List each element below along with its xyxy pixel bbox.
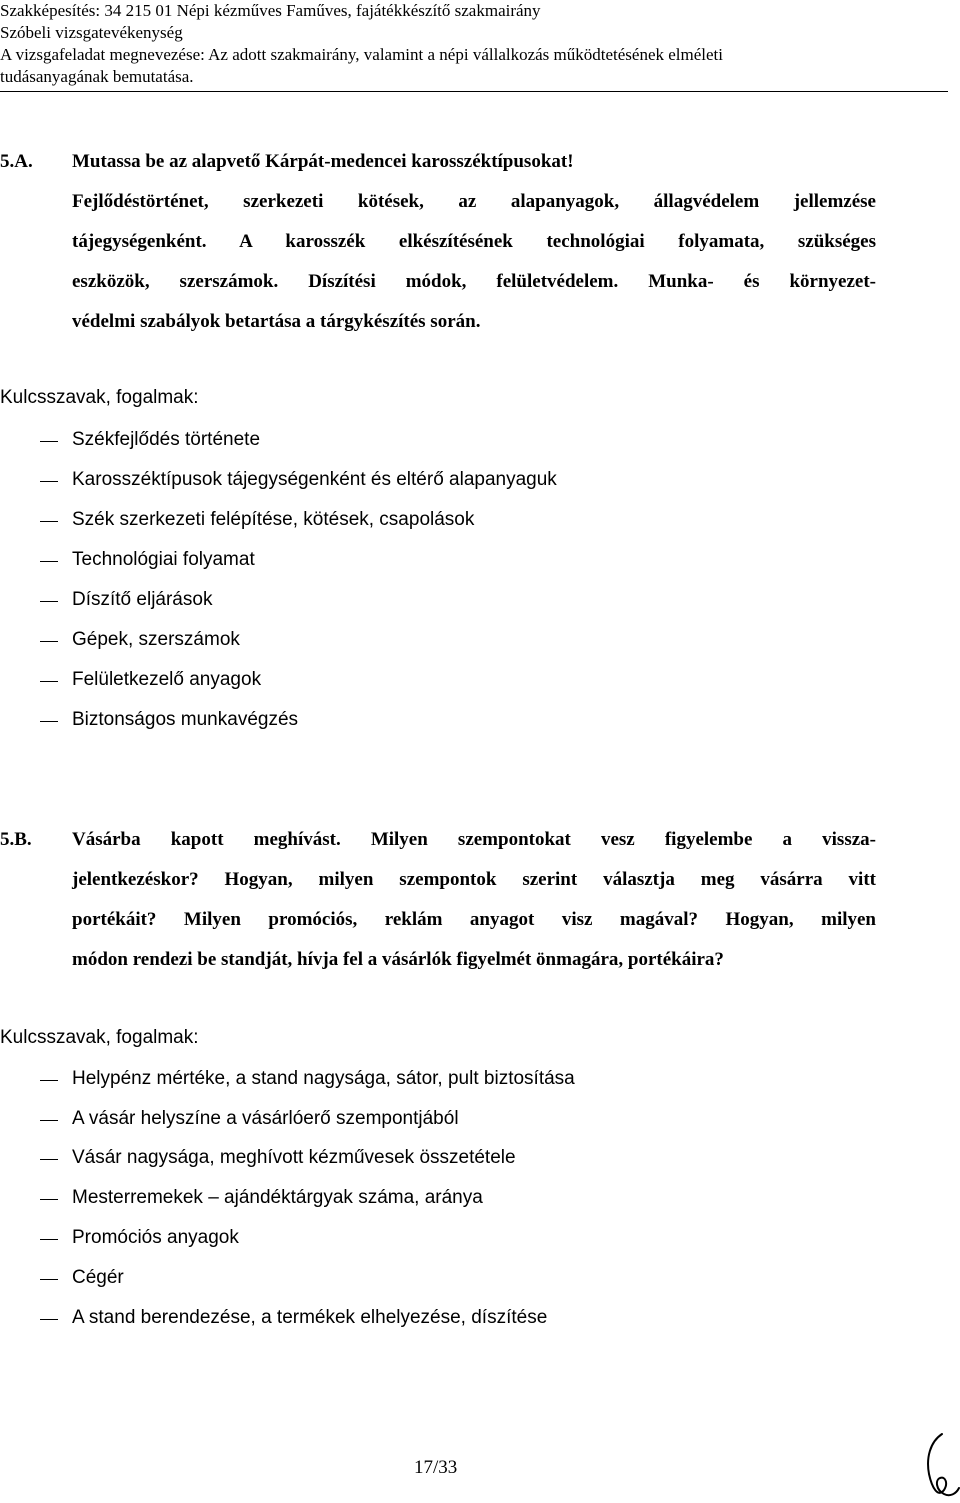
header-divider: [0, 91, 948, 92]
dash-bullet: [40, 681, 58, 682]
keyword-text: Felületkezelő anyagok: [72, 669, 262, 690]
dash-bullet: [40, 441, 58, 442]
task-a-keyword-item: [0, 628, 900, 652]
task-a-keyword-item: [0, 708, 900, 732]
dash-bullet: [40, 521, 58, 522]
header-task-name-continued: tudásanyagának bemutatása.: [0, 67, 194, 86]
dash-bullet: [40, 1319, 58, 1320]
task-b-keyword-item: [0, 1266, 900, 1290]
page-number: 17/33: [414, 1457, 458, 1478]
dash-bullet: [40, 1080, 58, 1081]
task-a-line: Mutassa be az alapvető Kárpát-medencei karosszéktípusokat!: [72, 151, 574, 172]
task-b-keyword-item: [0, 1107, 900, 1131]
task-a-keyword-item: [0, 468, 900, 492]
dash-bullet: [40, 1239, 58, 1240]
task-a-line: védelmi szabályok betartása a tárgykészítés során.: [72, 311, 481, 332]
keyword-text: Technológiai folyamat: [72, 549, 255, 570]
task-b-keywords-heading: Kulcsszavak, fogalmak:: [0, 1027, 199, 1048]
header-qualification: Szakképesítés: 34 215 01 Népi kézműves Faműves, fajátékkészítő szakmairány: [0, 1, 541, 20]
keyword-text: A stand berendezése, a termékek elhelyezése, díszítése: [72, 1307, 548, 1328]
task-b-id: 5.B.: [0, 829, 32, 850]
task-b-keyword-item: [0, 1067, 900, 1091]
keyword-text: Gépek, szerszámok: [72, 629, 240, 650]
header-task-name: A vizsgafeladat megnevezése: Az adott szakmairány, valamint a népi vállalkozás működtetésének elméleti: [0, 45, 724, 64]
task-b-line: Vásárba kapott meghívást. Milyen szempontokat vesz figyelembe a vissza-: [72, 829, 876, 850]
task-a-keywords-heading: Kulcsszavak, fogalmak:: [0, 387, 199, 408]
task-a-keyword-item: [0, 508, 900, 532]
keyword-text: Szék szerkezeti felépítése, kötések, csapolások: [72, 509, 475, 530]
keyword-text: Székfejlődés története: [72, 429, 261, 450]
dash-bullet: [40, 481, 58, 482]
task-a-keyword-item: [0, 548, 900, 572]
task-b-keyword-item: [0, 1146, 900, 1170]
keyword-text: A vásár helyszíne a vásárlóerő szempontjából: [72, 1108, 459, 1129]
task-a-line: Fejlődéstörténet, szerkezeti kötések, az alapanyagok, állagvédelem jellemzése: [72, 191, 876, 212]
dash-bullet: [40, 721, 58, 722]
keyword-text: Mesterremekek – ajándéktárgyak száma, aránya: [72, 1187, 483, 1208]
keyword-text: Promóciós anyagok: [72, 1227, 239, 1248]
header-exam-activity: Szóbeli vizsgatevékenység: [0, 23, 183, 42]
task-a-keyword-item: [0, 428, 900, 452]
signature-scribble: [920, 1428, 960, 1503]
task-b-keyword-item: [0, 1306, 900, 1330]
task-a-line: tájegységenként. A karosszék elkészítésének technológiai folyamata, szükséges: [72, 231, 876, 252]
dash-bullet: [40, 601, 58, 602]
dash-bullet: [40, 1199, 58, 1200]
dash-bullet: [40, 1159, 58, 1160]
dash-bullet: [40, 641, 58, 642]
task-b-line: portékáit? Milyen promóciós, reklám anyagot visz magával? Hogyan, milyen: [72, 909, 876, 930]
keyword-text: Karosszéktípusok tájegységenként és eltérő alapanyaguk: [72, 469, 557, 490]
dash-bullet: [40, 561, 58, 562]
task-b-line: módon rendezi be standját, hívja fel a vásárlók figyelmét önmagára, portékáira?: [72, 949, 724, 970]
keyword-text: Helypénz mértéke, a stand nagysága, sátor, pult biztosítása: [72, 1068, 575, 1089]
task-a-id: 5.A.: [0, 151, 33, 172]
task-b-keyword-item: [0, 1226, 900, 1250]
task-a-line: eszközök, szerszámok. Díszítési módok, felületvédelem. Munka- és környezet-: [72, 271, 876, 292]
dash-bullet: [40, 1120, 58, 1121]
task-a-keyword-item: [0, 668, 900, 692]
keyword-text: Vásár nagysága, meghívott kézművesek összetétele: [72, 1147, 516, 1168]
task-b-line: jelentkezéskor? Hogyan, milyen szempontok szerint választja meg vásárra vitt: [72, 869, 876, 890]
task-a-keyword-item: [0, 588, 900, 612]
keyword-text: Díszítő eljárások: [72, 589, 213, 610]
dash-bullet: [40, 1279, 58, 1280]
keyword-text: Biztonságos munkavégzés: [72, 709, 299, 730]
task-b-keyword-item: [0, 1186, 900, 1210]
keyword-text: Cégér: [72, 1267, 124, 1288]
